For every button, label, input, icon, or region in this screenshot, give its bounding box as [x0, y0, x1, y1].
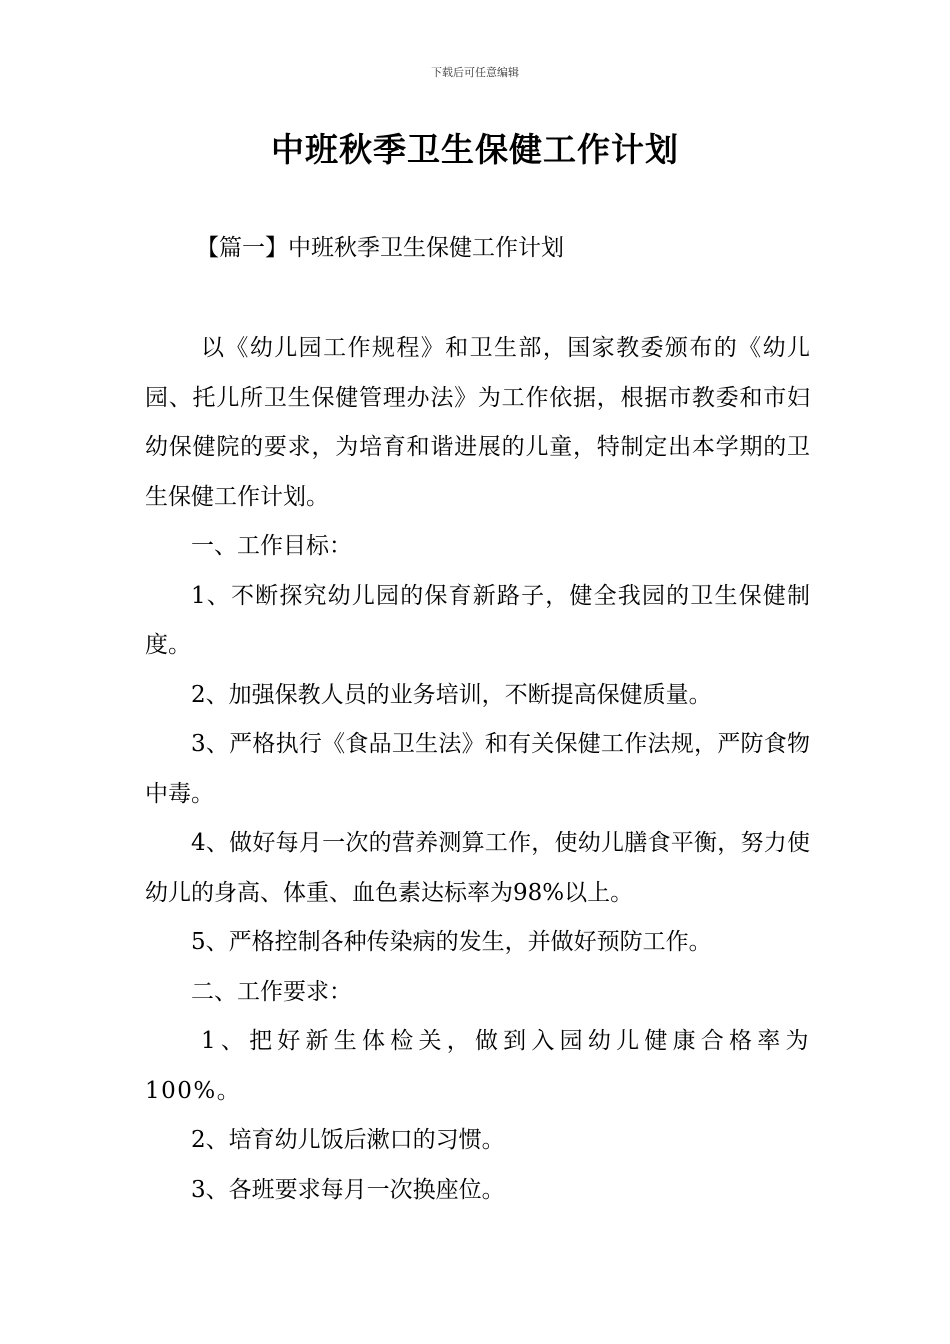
- goal-item-4: 4、做好每月一次的营养测算工作，使幼儿膳食平衡，努力使幼儿的身高、体重、血色素达标率为98%以上。: [145, 830, 810, 906]
- requirement-item-1: 1、把好新生体检关，做到入园幼儿健康合格率为100%。: [145, 1028, 810, 1104]
- intro-paragraph: 以《幼儿园工作规程》和卫生部，国家教委颁布的《幼儿园、托儿所卫生保健管理办法》为工作依据，根据市教委和市妇幼保健院的要求，为培育和谐进展的儿童，特制定出本学期的卫生保健工作计划。: [145, 335, 810, 510]
- goal-item-1: 1、不断探究幼儿园的保育新路子，健全我园的卫生保健制度。: [145, 582, 810, 658]
- requirement-item-2: 2、培育幼儿饭后漱口的习惯。: [191, 1127, 505, 1153]
- goal-item-3: 3、严格执行《食品卫生法》和有关保健工作法规，严防食物中毒。: [145, 731, 810, 807]
- section-heading: 【篇一】中班秋季卫生保健工作计划: [196, 235, 564, 261]
- goals-heading: 一、工作目标：: [191, 533, 352, 559]
- requirements-heading: 二、工作要求：: [191, 978, 352, 1005]
- requirement-item-3: 3、各班要求每月一次换座位。: [191, 1176, 505, 1203]
- document-body: [145, 324, 810, 1215]
- goal-item-5: 5、严格控制各种传染病的发生，并做好预防工作。: [191, 929, 712, 955]
- goal-item-2: 2、加强保教人员的业务培训，不断提高保健质量。: [191, 681, 712, 708]
- document-title: 中班秋季卫生保健工作计划: [271, 130, 679, 169]
- header-note: 下载后可任意编辑: [431, 66, 519, 79]
